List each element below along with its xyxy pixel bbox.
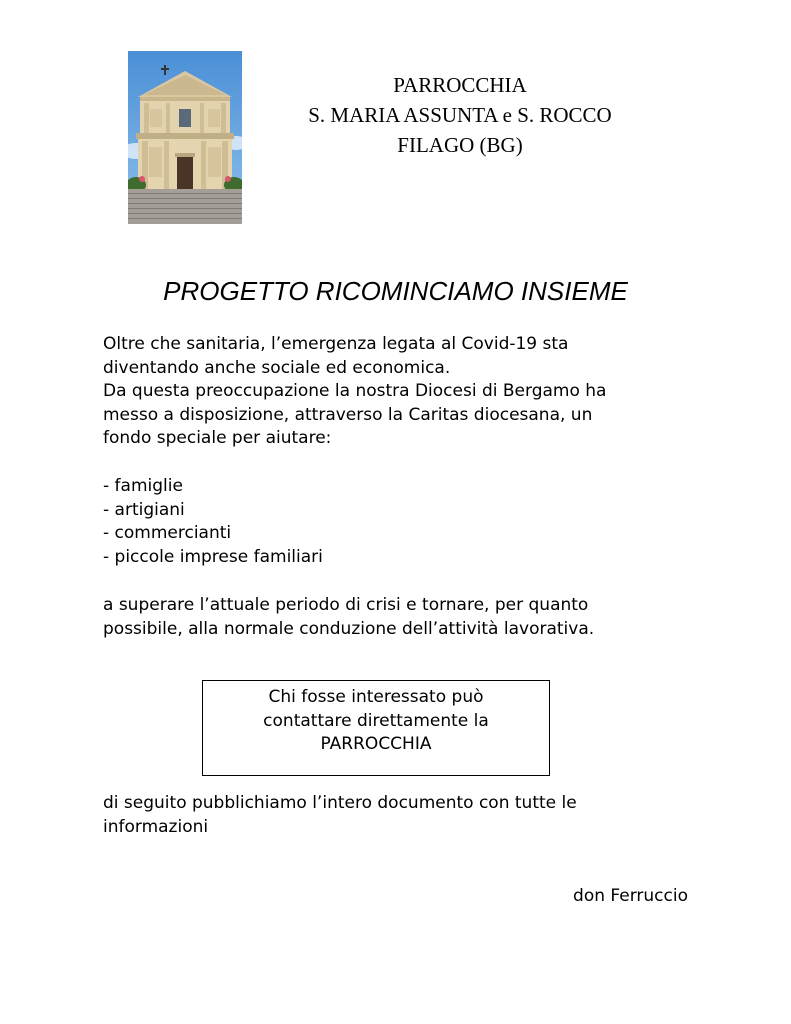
closing-line: informazioni — [103, 816, 209, 837]
list-item: - commercianti — [103, 523, 232, 543]
church-facade-photo — [128, 51, 242, 224]
header-line-church-name: S. MARIA ASSUNTA e S. ROCCO — [308, 103, 612, 127]
intro-line: messo a disposizione, attraverso la Caritas diocesana, un — [103, 404, 593, 425]
notice-line: contattare direttamente la — [263, 710, 489, 731]
purpose-paragraph — [103, 594, 703, 641]
signature: don Ferruccio — [573, 886, 688, 906]
header-line-location: FILAGO (BG) — [397, 133, 523, 157]
notice-line: Chi fosse interessato può — [268, 687, 484, 707]
header-line-parish: PARROCCHIA — [393, 73, 527, 97]
list-item: - artigiani — [103, 499, 185, 520]
list-item: - piccole imprese familiari — [103, 546, 323, 567]
list-item: - famiglie — [103, 476, 183, 496]
contact-notice-box — [202, 680, 550, 776]
parish-header — [270, 70, 650, 160]
intro-line: diventando anche sociale ed economica. — [103, 357, 451, 378]
intro-paragraph — [103, 333, 703, 451]
intro-line: fondo speciale per aiutare: — [103, 428, 332, 448]
purpose-line: a superare l’attuale periodo di crisi e tornare, per quanto — [103, 595, 589, 615]
purpose-line: possibile, alla normale conduzione dell’attività lavorativa. — [103, 618, 595, 639]
beneficiaries-list — [103, 475, 703, 569]
closing-line: di seguito pubblichiamo l’intero documento con tutte le — [103, 793, 577, 813]
notice-line: PARROCCHIA — [320, 734, 432, 754]
intro-line: Da questa preoccupazione la nostra Diocesi di Bergamo ha — [103, 381, 607, 401]
page-title: PROGETTO RICOMINCIAMO INSIEME — [163, 276, 628, 306]
intro-line: Oltre che sanitaria, l’emergenza legata al Covid-19 sta — [103, 334, 569, 354]
closing-paragraph — [103, 792, 703, 839]
